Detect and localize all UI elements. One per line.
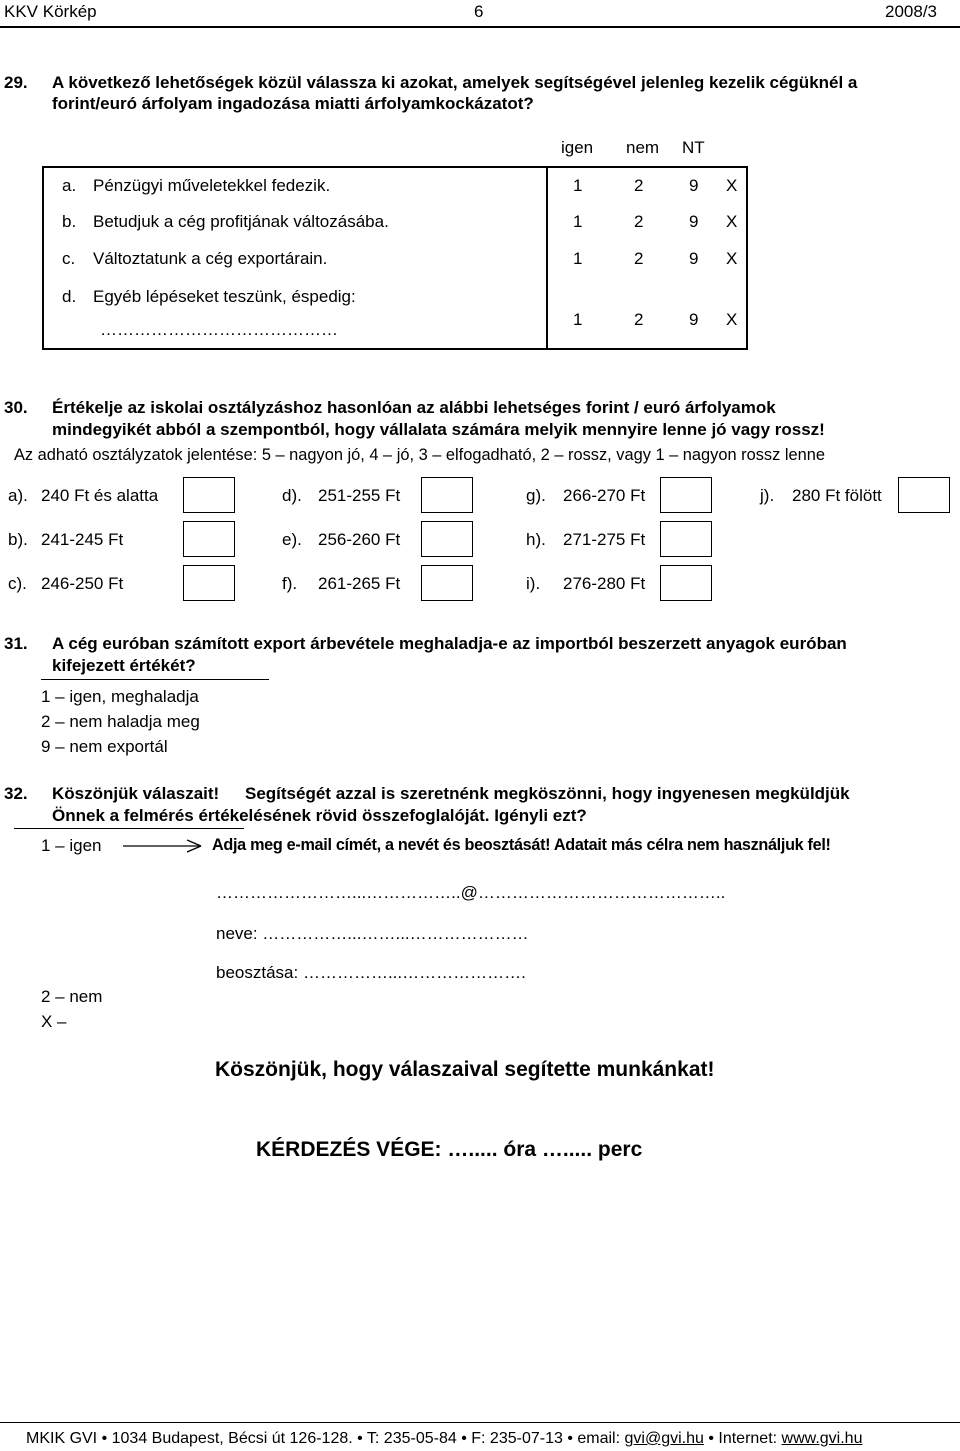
q31-option-9[interactable]: 9 – nem exportál: [41, 737, 168, 756]
q30-item-label: 251-255 Ft: [318, 486, 401, 505]
q29-code-1[interactable]: 1: [573, 249, 583, 268]
bullet-icon: •: [708, 1430, 719, 1447]
q29-col-nem: nem: [626, 138, 660, 157]
q29-row-letter: a.: [62, 176, 77, 195]
closing-thanks: Köszönjük, hogy válaszaival segítette munkánkat!: [215, 1058, 715, 1081]
q32-text-line2: Önnek a felmérés értékelésének rövid összefoglalóját. Igényli ezt?: [52, 806, 587, 825]
q29-code-2[interactable]: 2: [634, 249, 644, 268]
q29-code-x[interactable]: X: [726, 310, 738, 329]
q30-grade-box-f[interactable]: [421, 565, 473, 601]
q29-row-label: Pénzügyi műveletekkel fedezik.: [93, 176, 331, 195]
q32-option-yes[interactable]: 1 – igen: [41, 836, 102, 855]
header-rule: [0, 26, 960, 28]
q32-text-line1: Segítségét azzal is szeretnénk megköszönni, hogy ingyenesen megküldjük: [245, 784, 850, 803]
bullet-icon: •: [101, 1430, 112, 1447]
q29-code-2[interactable]: 2: [634, 212, 644, 231]
q29-row-d-dots[interactable]: ……………………………………: [100, 320, 338, 339]
q29-code-x[interactable]: X: [726, 249, 738, 268]
q30-grade-box-g[interactable]: [660, 477, 712, 513]
q32-number: 32.: [4, 784, 28, 803]
footer-rule: [0, 1422, 960, 1423]
footer-web-link[interactable]: www.gvi.hu: [781, 1430, 863, 1447]
q30-item-label: 271-275 Ft: [563, 530, 646, 549]
q29-code-9[interactable]: 9: [689, 249, 699, 268]
q32-yes-instruction: Adja meg e-mail címét, a nevét és beosztását! Adatait más célra nem használjuk fel!: [212, 836, 831, 854]
q30-grade-box-j[interactable]: [898, 477, 950, 513]
arrow-right-icon: [121, 838, 205, 854]
q29-code-x[interactable]: X: [726, 176, 738, 195]
q30-item-letter: g).: [526, 486, 546, 505]
q30-item-letter: c).: [8, 574, 27, 593]
q29-row-label: Egyéb lépéseket teszünk, éspedig:: [93, 287, 356, 306]
q30-grade-box-h[interactable]: [660, 521, 712, 557]
bullet-icon: •: [357, 1430, 367, 1447]
footer-org: MKIK GVI: [26, 1430, 98, 1447]
q30-item-letter: e).: [282, 530, 302, 549]
q30-item-label: 261-265 Ft: [318, 574, 401, 593]
q30-item-label: 240 Ft és alatta: [41, 486, 159, 505]
q32-position-field[interactable]: beosztása: ……………...………………….: [216, 963, 526, 982]
q29-code-1[interactable]: 1: [573, 310, 583, 329]
q29-code-9[interactable]: 9: [689, 176, 699, 195]
q31-underline: [41, 679, 269, 680]
q29-code-9[interactable]: 9: [689, 212, 699, 231]
q30-item-letter: b).: [8, 530, 28, 549]
q30-grade-box-e[interactable]: [421, 521, 473, 557]
q31-option-1[interactable]: 1 – igen, meghaladja: [41, 687, 199, 706]
q30-item-label: 280 Ft fölött: [792, 486, 882, 505]
q32-email-field[interactable]: ……………………...……………..@……………………………………..: [216, 883, 726, 902]
q32-option-x[interactable]: X –: [41, 1012, 67, 1031]
q29-row-letter: c.: [62, 249, 76, 268]
q30-item-letter: a).: [8, 486, 28, 505]
q31-number: 31.: [4, 634, 28, 653]
q30-item-letter: f).: [282, 574, 298, 593]
q29-code-2[interactable]: 2: [634, 310, 644, 329]
q29-row-label: Betudjuk a cég profitjának változásába.: [93, 212, 389, 231]
q29-code-1[interactable]: 1: [573, 176, 583, 195]
q30-item-label: 266-270 Ft: [563, 486, 646, 505]
q29-col-igen: igen: [561, 138, 594, 157]
bullet-icon: •: [567, 1430, 578, 1447]
q31-option-2[interactable]: 2 – nem haladja meg: [41, 712, 200, 731]
q30-scale-legend: Az adható osztályzatok jelentése: 5 – nagyon jó, 4 – jó, 3 – elfogadható, 2 – rossz, vagy 1 – nagyon rossz lenne: [14, 446, 825, 464]
footer-web-label: Internet:: [718, 1430, 778, 1447]
q29-number: 29.: [4, 73, 28, 92]
q29-table-divider: [546, 166, 548, 350]
q30-item-label: 276-280 Ft: [563, 574, 646, 593]
header-right: 2008/3: [885, 2, 937, 21]
q30-grade-box-c[interactable]: [183, 565, 235, 601]
q30-grade-box-a[interactable]: [183, 477, 235, 513]
closing-end-time: KÉRDEZÉS VÉGE: …..... óra …..... perc: [256, 1138, 643, 1161]
q30-grade-box-d[interactable]: [421, 477, 473, 513]
q30-item-label: 246-250 Ft: [41, 574, 124, 593]
footer-fax: F: 235-07-13: [471, 1430, 563, 1447]
q29-row-letter: b.: [62, 212, 77, 231]
q30-item-letter: j).: [760, 486, 775, 505]
footer-address: 1034 Budapest, Bécsi út 126-128.: [111, 1430, 353, 1447]
header-page-number: 6: [474, 2, 484, 21]
q29-code-x[interactable]: X: [726, 212, 738, 231]
q30-number: 30.: [4, 398, 28, 417]
q32-option-no[interactable]: 2 – nem: [41, 987, 103, 1006]
q29-code-2[interactable]: 2: [634, 176, 644, 195]
q29-code-9[interactable]: 9: [689, 310, 699, 329]
bullet-icon: •: [461, 1430, 472, 1447]
q30-grade-box-b[interactable]: [183, 521, 235, 557]
q30-text-line1: Értékelje az iskolai osztályzáshoz hasonlóan az alábbi lehetséges forint / euró árfolyamok: [52, 398, 776, 417]
q32-thanks: Köszönjük válaszait!: [52, 784, 220, 803]
q29-text-line2: forint/euró árfolyam ingadozása miatti árfolyamkockázatot?: [52, 94, 534, 113]
q30-text-line2: mindegyikét abból a szempontból, hogy vállalata számára melyik mennyire lenne jó vagy rossz!: [52, 420, 825, 439]
q29-row-label: Változtatunk a cég exportárain.: [93, 249, 328, 268]
q31-text-line2: kifejezett értékét?: [52, 656, 196, 675]
q29-text-line1: A következő lehetőségek közül válassza ki azokat, amelyek segítségével jelenleg kezelik cégüknél a: [52, 73, 858, 92]
q30-item-letter: h).: [526, 530, 546, 549]
q30-item-letter: d).: [282, 486, 302, 505]
q32-name-field[interactable]: neve: ……………...……...…………………: [216, 924, 529, 943]
q29-col-nt: NT: [682, 138, 705, 157]
footer-phone: T: 235-05-84: [366, 1430, 457, 1447]
q30-grade-box-i[interactable]: [660, 565, 712, 601]
footer-email-label: email:: [577, 1430, 621, 1447]
q29-code-1[interactable]: 1: [573, 212, 583, 231]
q31-text-line1: A cég euróban számított export árbevétele meghaladja-e az importból beszerzett anyagok euróban: [52, 634, 847, 653]
q32-underline: [14, 828, 244, 829]
q30-item-label: 241-245 Ft: [41, 530, 124, 549]
footer: [26, 1430, 862, 1448]
header-left: KKV Körkép: [4, 2, 97, 21]
footer-email-link[interactable]: gvi@gvi.hu: [624, 1430, 704, 1447]
q30-item-label: 256-260 Ft: [318, 530, 401, 549]
q30-item-letter: i).: [526, 574, 541, 593]
q29-row-letter: d.: [62, 287, 77, 306]
